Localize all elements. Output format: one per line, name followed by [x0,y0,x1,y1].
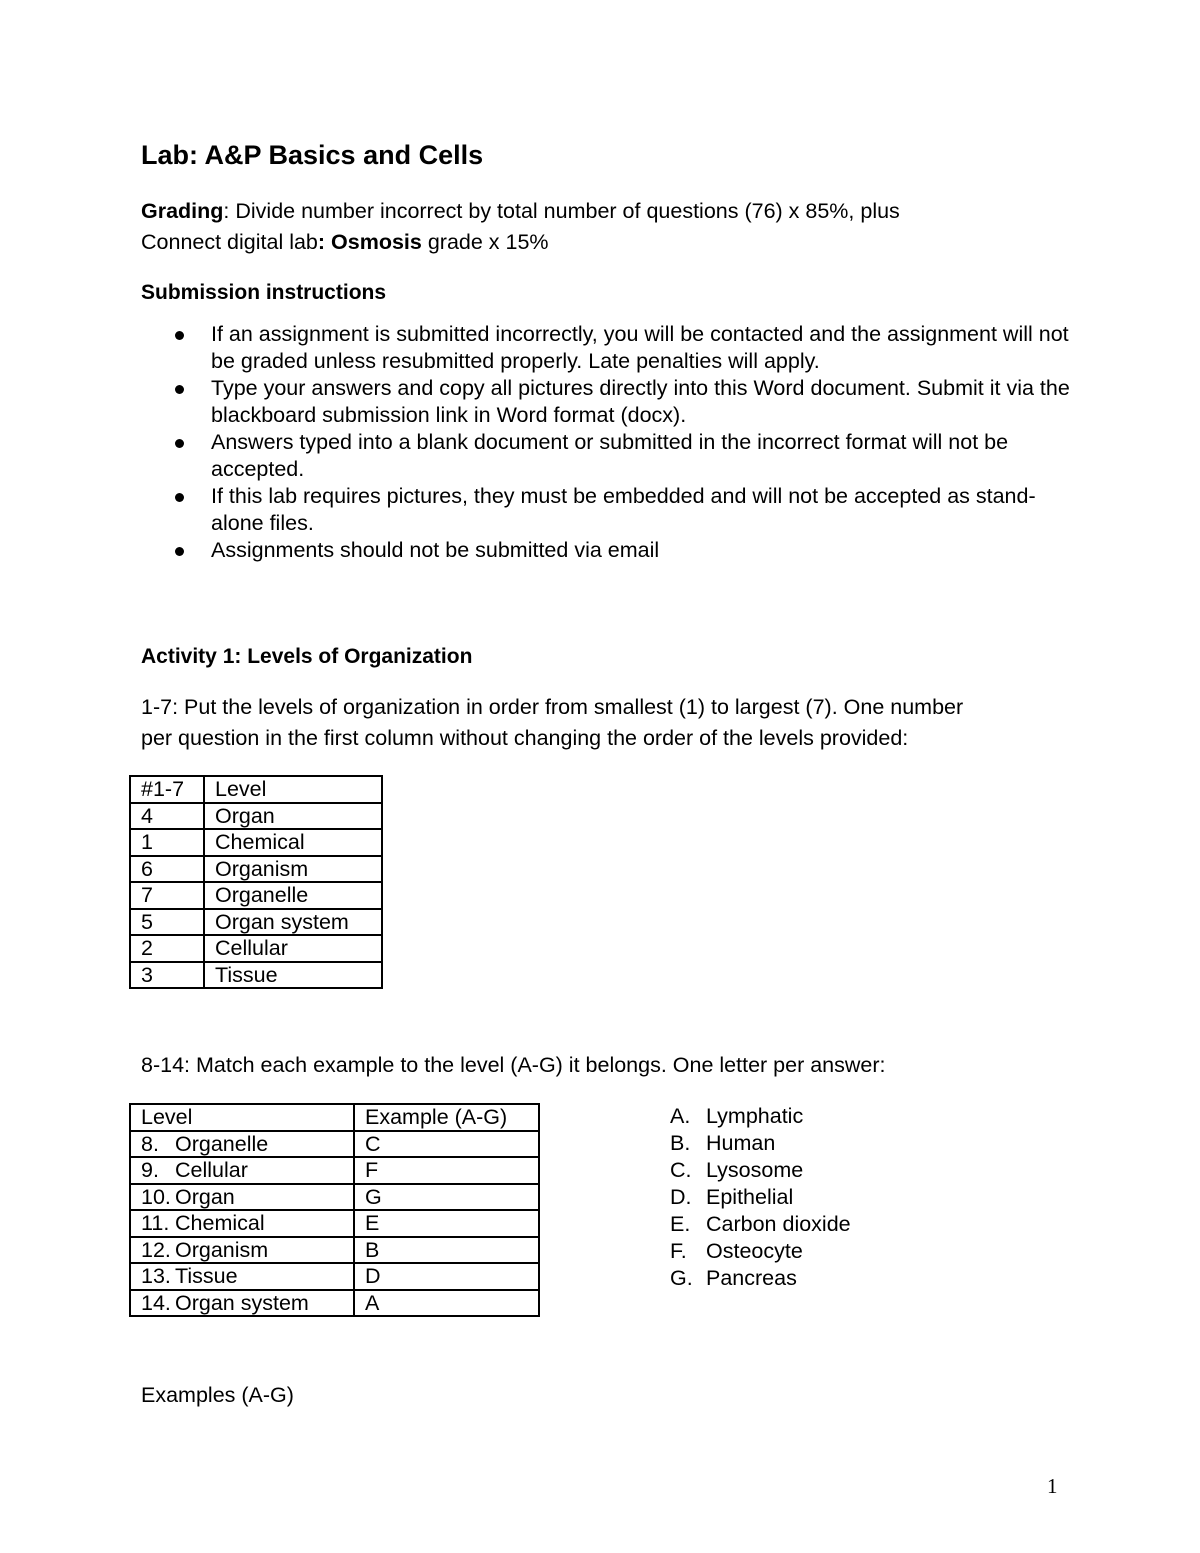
table-row [130,1184,539,1211]
answer-cell[interactable]: A [354,1290,539,1317]
level-cell: Tissue [204,962,382,989]
table-row [130,1263,539,1290]
list-item: If an assignment is submitted incorrectly, you will be contacted and the assignment will not be graded unless resubmitted properly. Late penalties will apply. [141,321,1081,375]
table-header-row [130,776,382,803]
order-cell[interactable]: 4 [130,803,204,830]
table-row [130,1237,539,1264]
list-item: E. Carbon dioxide [670,1212,851,1236]
table-header-row [130,1104,539,1131]
list-item: A. Lymphatic [670,1104,804,1128]
level-cell: Cellular [204,935,382,962]
list-item: Type your answers and copy all pictures directly into this Word document. Submit it via the blackboard submission link in Word format (docx). [141,375,1081,429]
grading-line-1 [141,196,900,227]
order-cell[interactable]: 1 [130,829,204,856]
bullet-icon [175,493,184,502]
answer-cell[interactable]: C [354,1131,539,1158]
order-cell[interactable]: 7 [130,882,204,909]
level-cell: Organism [204,856,382,883]
answer-cell[interactable]: D [354,1263,539,1290]
table-row [130,1210,539,1237]
level-cell: 9. Cellular [130,1157,354,1184]
grading-lab-prefix: Connect digital lab [141,230,318,254]
table-row [130,1290,539,1317]
bullet-icon [175,331,184,340]
level-cell: Chemical [204,829,382,856]
instructions-8-14: 8-14: Match each example to the level (A-G) it belongs. One letter per answer: [141,1053,886,1077]
grading-label: Grading [141,199,224,223]
level-cell: Organelle [204,882,382,909]
order-cell[interactable]: 6 [130,856,204,883]
table-row [130,882,382,909]
table-row [130,1131,539,1158]
list-item: Answers typed into a blank document or submitted in the incorrect format will not be accepted. [141,429,1081,483]
level-cell: 10. Organ [130,1184,354,1211]
order-cell[interactable]: 2 [130,935,204,962]
examples-list [670,1103,851,1292]
table-row [130,935,382,962]
list-item: Assignments should not be submitted via email [141,537,1081,564]
examples-heading: Examples (A-G) [141,1383,294,1407]
level-cell: 14. Organ system [130,1290,354,1317]
grading-text: : Divide number incorrect by total number of questions (76) x 85%, plus [223,199,900,223]
table-row [130,1157,539,1184]
activity-1-heading: Activity 1: Levels of Organization [141,645,473,668]
column-header: Level [204,776,382,803]
level-cell: Organ system [204,909,382,936]
answer-cell[interactable]: B [354,1237,539,1264]
list-item: G. Pancreas [670,1266,797,1290]
table-row [130,856,382,883]
bullet-icon [175,547,184,556]
table-row [130,962,382,989]
submission-list [141,321,1081,564]
list-item: F. Osteocyte [670,1239,803,1263]
list-item: B. Human [670,1131,776,1155]
order-cell[interactable]: 3 [130,962,204,989]
list-item: If this lab requires pictures, they must be embedded and will not be accepted as stand-alone files. [141,483,1081,537]
levels-order-table [129,775,383,989]
grading-line-2 [141,227,900,258]
column-header: Example (A-G) [354,1104,539,1131]
answer-cell[interactable]: E [354,1210,539,1237]
table-row [130,829,382,856]
level-cell: Organ [204,803,382,830]
table-row [130,803,382,830]
bullet-icon [175,439,184,448]
answer-cell[interactable]: F [354,1157,539,1184]
submission-heading: Submission instructions [141,281,387,304]
order-cell[interactable]: 5 [130,909,204,936]
bullet-icon [175,385,184,394]
grading-paragraph [141,196,900,258]
column-header: Level [130,1104,354,1131]
level-cell: 13. Tissue [130,1263,354,1290]
list-item: D. Epithelial [670,1185,794,1209]
level-cell: 11. Chemical [130,1210,354,1237]
grading-lab-rest: grade x 15% [421,230,549,254]
grading-lab-name: : Osmosis [317,230,422,254]
page-number: 1 [1047,1474,1058,1498]
level-cell: 12. Organism [130,1237,354,1264]
page-title: Lab: A&P Basics and Cells [141,140,484,170]
instructions-1-7: 1-7: Put the levels of organization in order from smallest (1) to largest (7). One number per question in the first column without changing the order of the levels provided: [141,695,964,750]
table-row [130,909,382,936]
answer-cell[interactable]: G [354,1184,539,1211]
level-example-table [129,1103,540,1317]
column-header: #1-7 [130,776,204,803]
level-cell: 8. Organelle [130,1131,354,1158]
list-item: C. Lysosome [670,1158,804,1182]
